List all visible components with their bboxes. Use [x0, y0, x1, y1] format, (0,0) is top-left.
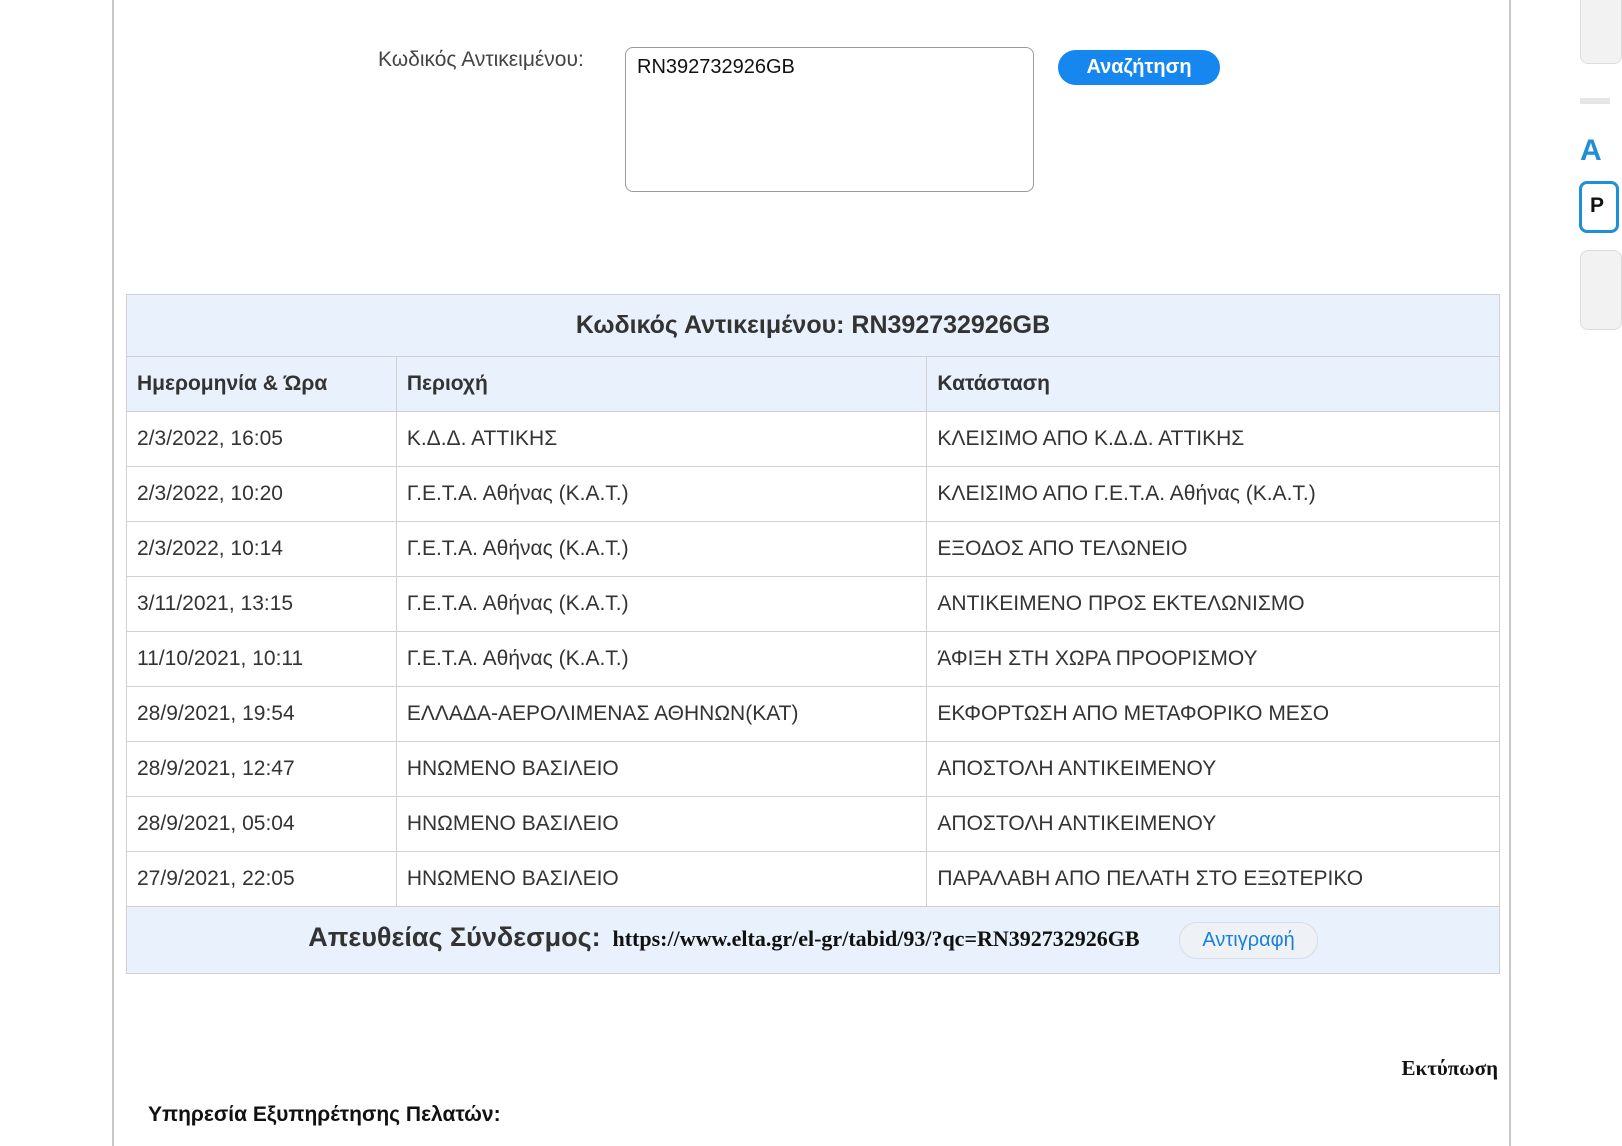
direct-link-url[interactable]: https://www.elta.gr/el-gr/tabid/93/?qc=RN392732926GB: [612, 925, 1140, 951]
column-header-area: Περιοχή: [396, 357, 927, 412]
cell-area: ΕΛΛΑΔΑ-ΑΕΡΟΛΙΜΕΝΑΣ ΑΘΗΝΩΝ(ΚΑΤ): [396, 687, 927, 742]
cell-area: ΗΝΩΜΕΝΟ ΒΑΣΙΛΕΙΟ: [396, 797, 927, 852]
sidebar-input[interactable]: Ρ: [1579, 181, 1619, 233]
cell-area: Γ.Ε.Τ.Α. Αθήνας (Κ.Α.Τ.): [396, 577, 927, 632]
cell-area: Γ.Ε.Τ.Α. Αθήνας (Κ.Α.Τ.): [396, 467, 927, 522]
table-caption: Κωδικός Αντικειμένου: RN392732926GB: [127, 295, 1500, 357]
direct-link-cell: [127, 907, 1500, 974]
item-code-input[interactable]: [625, 47, 1034, 192]
cell-status: ΑΠΟΣΤΟΛΗ ΑΝΤΙΚΕΙΜΕΝΟΥ: [927, 797, 1500, 852]
direct-link-row: [127, 907, 1500, 974]
table-caption-row: [127, 295, 1500, 357]
cell-status: ΚΛΕΙΣΙΜΟ ΑΠΟ Γ.Ε.Τ.Α. Αθήνας (Κ.Α.Τ.): [927, 467, 1500, 522]
sidebar-box-top: [1580, 0, 1622, 64]
customer-service-heading: Υπηρεσία Εξυπηρέτησης Πελατών:: [148, 1103, 501, 1126]
cell-area: ΗΝΩΜΕΝΟ ΒΑΣΙΛΕΙΟ: [396, 852, 927, 907]
cell-datetime: 27/9/2021, 22:05: [127, 852, 397, 907]
table-row: [127, 412, 1500, 467]
cell-status: ΚΛΕΙΣΙΜΟ ΑΠΟ Κ.Δ.Δ. ΑΤΤΙΚΗΣ: [927, 412, 1500, 467]
cell-status: ΕΚΦΟΡΤΩΣΗ ΑΠΟ ΜΕΤΑΦΟΡΙΚΟ ΜΕΣΟ: [927, 687, 1500, 742]
table-row: [127, 797, 1500, 852]
search-button[interactable]: Αναζήτηση: [1058, 50, 1220, 85]
table-row: [127, 742, 1500, 797]
cell-status: ΕΞΟΔΟΣ ΑΠΟ ΤΕΛΩΝΕΙΟ: [927, 522, 1500, 577]
cell-area: Κ.Δ.Δ. ΑΤΤΙΚΗΣ: [396, 412, 927, 467]
table-row: [127, 852, 1500, 907]
cell-datetime: 2/3/2022, 10:14: [127, 522, 397, 577]
table-row: [127, 632, 1500, 687]
tracking-results-table: [126, 294, 1500, 974]
table-row: [127, 522, 1500, 577]
sidebar-box-bottom: [1580, 250, 1622, 330]
table-row: [127, 577, 1500, 632]
table-row: [127, 687, 1500, 742]
cell-area: ΗΝΩΜΕΝΟ ΒΑΣΙΛΕΙΟ: [396, 742, 927, 797]
column-header-datetime: Ημερομηνία & Ώρα: [127, 357, 397, 412]
cell-status: ΑΝΤΙΚΕΙΜΕΝΟ ΠΡΟΣ ΕΚΤΕΛΩΝΙΣΜΟ: [927, 577, 1500, 632]
cell-datetime: 28/9/2021, 05:04: [127, 797, 397, 852]
cell-area: Γ.Ε.Τ.Α. Αθήνας (Κ.Α.Τ.): [396, 522, 927, 577]
cell-datetime: 28/9/2021, 12:47: [127, 742, 397, 797]
cell-datetime: 28/9/2021, 19:54: [127, 687, 397, 742]
cell-datetime: 3/11/2021, 13:15: [127, 577, 397, 632]
sidebar-heading-fragment: Α: [1580, 134, 1602, 167]
table-row: [127, 467, 1500, 522]
cell-datetime: 2/3/2022, 10:20: [127, 467, 397, 522]
cell-datetime: 2/3/2022, 16:05: [127, 412, 397, 467]
print-link[interactable]: Εκτύπωση: [1401, 1056, 1498, 1080]
cell-status: ΆΦΙΞΗ ΣΤΗ ΧΩΡΑ ΠΡΟΟΡΙΣΜΟΥ: [927, 632, 1500, 687]
cell-status: ΠΑΡΑΛΑΒΗ ΑΠΟ ΠΕΛΑΤΗ ΣΤΟ ΕΞΩΤΕΡΙΚΟ: [927, 852, 1500, 907]
table-header-row: [127, 357, 1500, 412]
cell-status: ΑΠΟΣΤΟΛΗ ΑΝΤΙΚΕΙΜΕΝΟΥ: [927, 742, 1500, 797]
copy-button[interactable]: Αντιγραφή: [1179, 922, 1317, 959]
direct-link-label: Απευθείας Σύνδεσμος:: [308, 921, 601, 952]
cell-area: Γ.Ε.Τ.Α. Αθήνας (Κ.Α.Τ.): [396, 632, 927, 687]
sidebar-divider: [1580, 98, 1610, 104]
column-header-status: Κατάσταση: [927, 357, 1500, 412]
item-code-label: Κωδικός Αντικειμένου:: [378, 48, 584, 71]
cell-datetime: 11/10/2021, 10:11: [127, 632, 397, 687]
